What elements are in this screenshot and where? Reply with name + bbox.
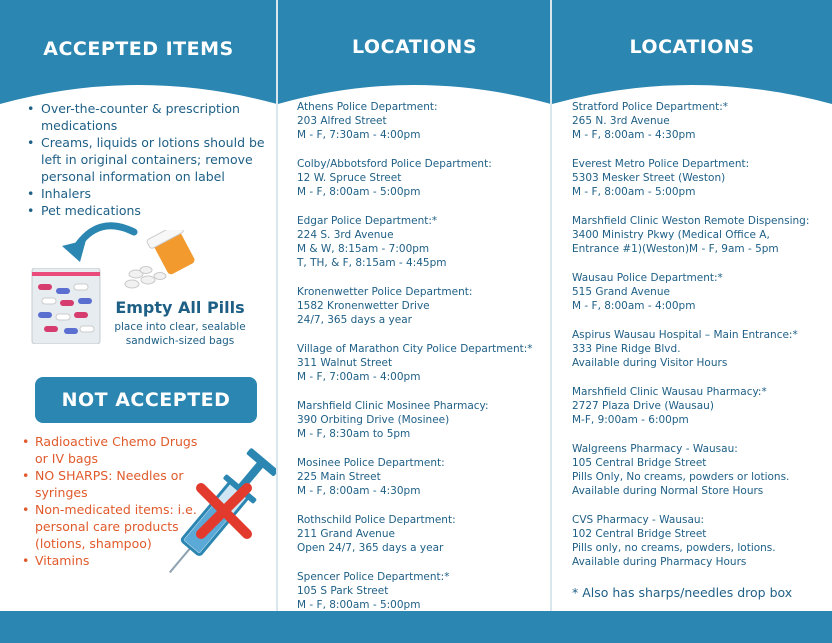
location-entry	[297, 513, 547, 555]
location-name: Athens Police Department:	[297, 101, 438, 113]
locations-title: LOCATIONS	[629, 36, 755, 58]
locations-panel-1	[278, 0, 551, 643]
sharps-footnote: * Also has sharps/needles drop box	[572, 585, 793, 600]
location-detail: 203 Alfred Street	[297, 115, 387, 127]
location-name: Spencer Police Department:*	[297, 571, 450, 583]
location-entry	[572, 513, 828, 569]
location-detail: Pills only, no creams, powders, lotions.	[572, 542, 776, 554]
location-entry	[572, 271, 828, 313]
location-detail: 265 N. 3rd Avenue	[572, 115, 670, 127]
location-detail: M & W, 8:15am - 7:00pm	[297, 243, 430, 255]
location-entry	[297, 285, 547, 327]
location-entry	[572, 100, 828, 142]
accepted-list	[26, 100, 266, 219]
location-detail: 3400 Ministry Pkwy (Medical Office A,	[572, 229, 770, 241]
location-detail: M - F, 7:00am - 4:00pm	[297, 371, 421, 383]
location-name: CVS Pharmacy - Wausau:	[572, 514, 705, 526]
location-entry	[297, 342, 547, 384]
location-name: Kronenwetter Police Department:	[297, 286, 473, 298]
location-detail: M - F, 8:00am - 4:00pm	[572, 300, 696, 312]
pill-bag-icon	[30, 268, 102, 344]
list-item: • Radioactive Chemo Drugs or IV bags	[21, 433, 201, 467]
location-name: Edgar Police Department:*	[297, 215, 438, 227]
list-item: • Vitamins	[21, 552, 201, 569]
pill-bottle-icon	[122, 230, 202, 290]
location-detail: M - F, 8:00am - 5:00pm	[297, 599, 421, 611]
cross-icon	[195, 482, 253, 540]
list-item: • Creams, liquids or lotions should be left in original containers; remove personal information on label	[26, 134, 266, 185]
location-detail: Entrance #1)(Weston)M - F, 9am - 5pm	[572, 243, 779, 255]
location-detail: Pills Only, No creams, powders or lotions.	[572, 471, 790, 483]
location-detail: T, TH, & F, 8:15am - 4:45pm	[297, 257, 447, 269]
location-detail: 515 Grand Avenue	[572, 286, 670, 298]
location-detail: M - F, 8:00am - 5:00pm	[297, 186, 421, 198]
not-accepted-title: NOT ACCEPTED	[35, 377, 257, 423]
list-item: • Over-the-counter & prescription medications	[26, 100, 266, 134]
location-detail: 24/7, 365 days a year	[297, 314, 412, 326]
empty-pills-title: Empty All Pills	[115, 298, 245, 317]
location-detail: 2727 Plaza Drive (Wausau)	[572, 400, 714, 412]
location-detail: 105 Central Bridge Street	[572, 457, 707, 469]
location-detail: 12 W. Spruce Street	[297, 172, 402, 184]
location-detail: 333 Pine Ridge Blvd.	[572, 343, 681, 355]
location-detail: M - F, 8:00am - 4:30pm	[572, 129, 696, 141]
location-name: Marshfield Clinic Weston Remote Dispensing:	[572, 215, 810, 227]
accepted-panel	[0, 0, 277, 643]
footer-bar	[0, 611, 832, 643]
location-name: Wausau Police Department:*	[572, 272, 723, 284]
location-detail: 224 S. 3rd Avenue	[297, 229, 394, 241]
location-entry	[572, 385, 828, 427]
location-name: Mosinee Police Department:	[297, 457, 445, 469]
locations-list-1	[297, 100, 547, 612]
location-detail: M - F, 8:00am - 5:00pm	[572, 186, 696, 198]
location-entry	[297, 157, 547, 199]
location-detail: Open 24/7, 365 days a year	[297, 542, 444, 554]
location-entry	[297, 214, 547, 270]
location-name: Colby/Abbotsford Police Department:	[297, 158, 492, 170]
location-entry	[297, 399, 547, 441]
location-name: Village of Marathon City Police Department:*	[297, 343, 533, 355]
location-detail: 1582 Kronenwetter Drive	[297, 300, 430, 312]
location-detail: 105 S Park Street	[297, 585, 389, 597]
location-entry	[297, 570, 547, 612]
accepted-title: ACCEPTED ITEMS	[43, 38, 234, 60]
location-name: Everest Metro Police Department:	[572, 158, 750, 170]
location-detail: 211 Grand Avenue	[297, 528, 395, 540]
location-detail: 102 Central Bridge Street	[572, 528, 707, 540]
locations-panel-2	[552, 0, 832, 643]
list-item: • Pet medications	[26, 202, 266, 219]
location-entry	[572, 157, 828, 199]
location-name: Rothschild Police Department:	[297, 514, 456, 526]
location-detail: Available during Visitor Hours	[572, 357, 728, 369]
location-detail: 5303 Mesker Street (Weston)	[572, 172, 726, 184]
location-detail: M - F, 8:30am to 5pm	[297, 428, 411, 440]
locations-title: LOCATIONS	[351, 36, 478, 58]
location-name: Marshfield Clinic Wausau Pharmacy:*	[572, 386, 767, 398]
location-detail: M - F, 7:30am - 4:00pm	[297, 129, 421, 141]
location-name: Aspirus Wausau Hospital – Main Entrance:*	[572, 329, 798, 341]
location-detail: Available during Normal Store Hours	[572, 485, 764, 497]
empty-pills-subtitle: place into clear, sealable sandwich-sized bags	[114, 321, 246, 347]
location-detail: M-F, 9:00am - 6:00pm	[572, 414, 689, 426]
location-entry	[572, 442, 828, 498]
location-name: Stratford Police Department:*	[572, 101, 729, 113]
location-detail: Available during Pharmacy Hours	[572, 556, 747, 568]
locations-list-2	[572, 100, 828, 569]
location-entry	[572, 328, 828, 370]
location-detail: 311 Walnut Street	[297, 357, 393, 369]
location-entry	[572, 214, 828, 256]
location-detail: 390 Orbiting Drive (Mosinee)	[297, 414, 450, 426]
location-name: Marshfield Clinic Mosinee Pharmacy:	[297, 400, 489, 412]
location-entry	[297, 456, 547, 498]
list-item: • Non-medicated items: i.e. personal care products (lotions, shampoo)	[21, 501, 201, 552]
location-entry	[297, 100, 547, 142]
list-item: • Inhalers	[26, 185, 266, 202]
location-detail: M - F, 8:00am - 4:30pm	[297, 485, 421, 497]
location-detail: 225 Main Street	[297, 471, 381, 483]
list-item: • NO SHARPS: Needles or syringes	[21, 467, 201, 501]
location-name: Walgreens Pharmacy - Wausau:	[572, 443, 738, 455]
